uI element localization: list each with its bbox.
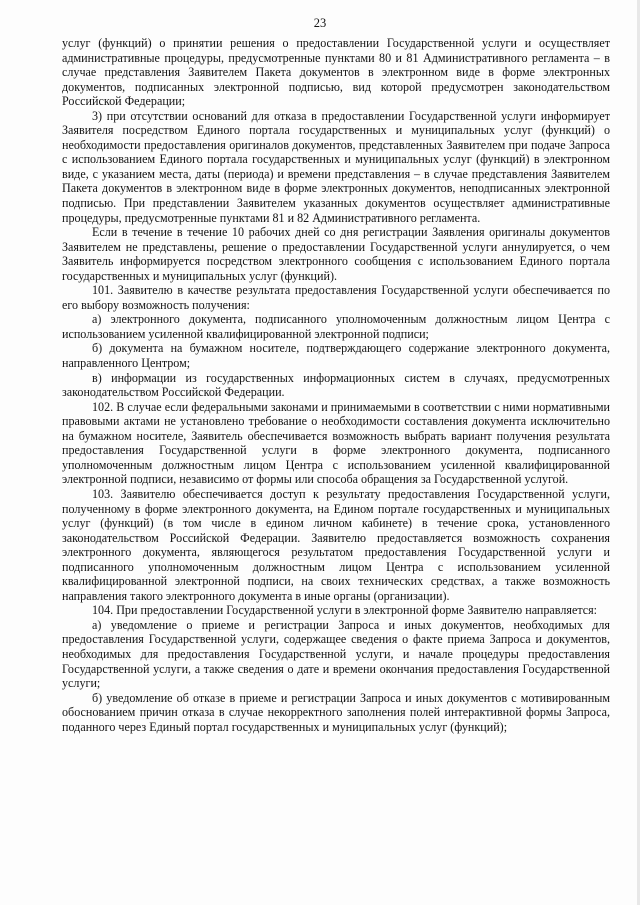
document-body — [62, 36, 610, 734]
paragraph: б) уведомление об отказе в приеме и регистрации Запроса и иных документов с мотивированным обоснованием причин отказа в случае некорректного заполнения полей интерактивной формы Запроса, поданного через Единый портал государственных и муниципальных услуг (функций); — [62, 690, 610, 734]
paragraph: а) электронного документа, подписанного уполномоченным должностным лицом Центра с использованием усиленной квалифицированной электронной подписи; — [62, 312, 610, 341]
paragraph: а) уведомление о приеме и регистрации Запроса и иных документов, необходимых для предоставления Государственной услуги, содержащее сведения о факте приема Запроса и документов, необходимых для предоставления Государственной услуги, и начале процедуры предоставления Государственной услуги, а также сведения о дате и времени окончания предоставления Государственной услуги; — [62, 617, 610, 691]
paragraph: 101. Заявителю в качестве результата предоставления Государственной услуги обеспечивается по его выбору возможность получения: — [62, 283, 610, 312]
paragraph: 102. В случае если федеральными законами и принимаемыми в соответствии с ними нормативными правовыми актами не установлено требование о необходимости составления документа исключительно на бумажном носителе, Заявитель обеспечивается возможность выбрать вариант получения результата предоставления Государственной услуги в форме электронного документа, подписанного уполномоченным должностным лицом Центра с использованием усиленной квалифицированной электронной подписи, независимо от формы или способа обращения за Государственной услугой. — [62, 399, 610, 487]
paragraph: в) информации из государственных информационных систем в случаях, предусмотренных законодательством Российской Федерации. — [62, 370, 610, 400]
page-number: 23 — [313, 16, 327, 30]
paragraph: Если в течение в течение 10 рабочих дней со дня регистрации Заявления оригиналы документов Заявителем не представлены, решение о предоставлении Государственной услуги аннулируется, о чем Заявитель информируется посредством электронного сообщения с использованием Единого портала государственных и муниципальных услуг (функций). — [62, 225, 610, 283]
paragraph: б) документа на бумажном носителе, подтверждающего содержание электронного документа, направленного Центром; — [62, 341, 610, 371]
paragraph: 103. Заявителю обеспечивается доступ к результату предоставления Государственной услуги, полученному в форме электронного документа, на Едином портале государственных и муниципальных услуг (функций) (в том числе в едином личном кабинете) в течение срока, установленного законодательством Российской Федерации. Заявителю предоставляется возможность сохранения электронного документа, являющегося результатом предоставления Государственной услуги и подписанного уполномоченным должностным лицом Центра с использованием усиленной квалифицированной электронной подписи, на своих технических средствах, а также возможность направления такого электронного документа в иные органы (организации). — [62, 486, 610, 603]
paragraph: 3) при отсутствии оснований для отказа в предоставлении Государственной услуги информирует Заявителя посредством Единого портала государственных и муниципальных услуг (функций) о необходимости предоставления оригиналов документов, представленных Заявителем при подаче Запроса с использованием Единого портала государственных и муниципальных услуг (функций) в электронном виде, с указанием места, даты (периода) и времени представления – в случае представления Заявителем Пакета документов в электронном виде в форме электронных документов, неподписанных электронной подписью. При представлении Заявителем указанных документов осуществляет административные процедуры, предусмотренные пунктами 81 и 82 Административного регламента. — [62, 108, 610, 225]
paragraph: 104. При предоставлении Государственной услуги в электронной форме Заявителю направляется: — [92, 603, 598, 618]
paragraph: услуг (функций) о принятии решения о предоставлении Государственной услуги и осуществляет административные процедуры, предусмотренные пунктами 80 и 81 Административного регламента – в случае представления Заявителем Пакета документов в электронном виде в форме электронных документов, подписанных электронной подписью, вид которой предусмотрен законодательством Российской Федерации; — [62, 36, 610, 109]
